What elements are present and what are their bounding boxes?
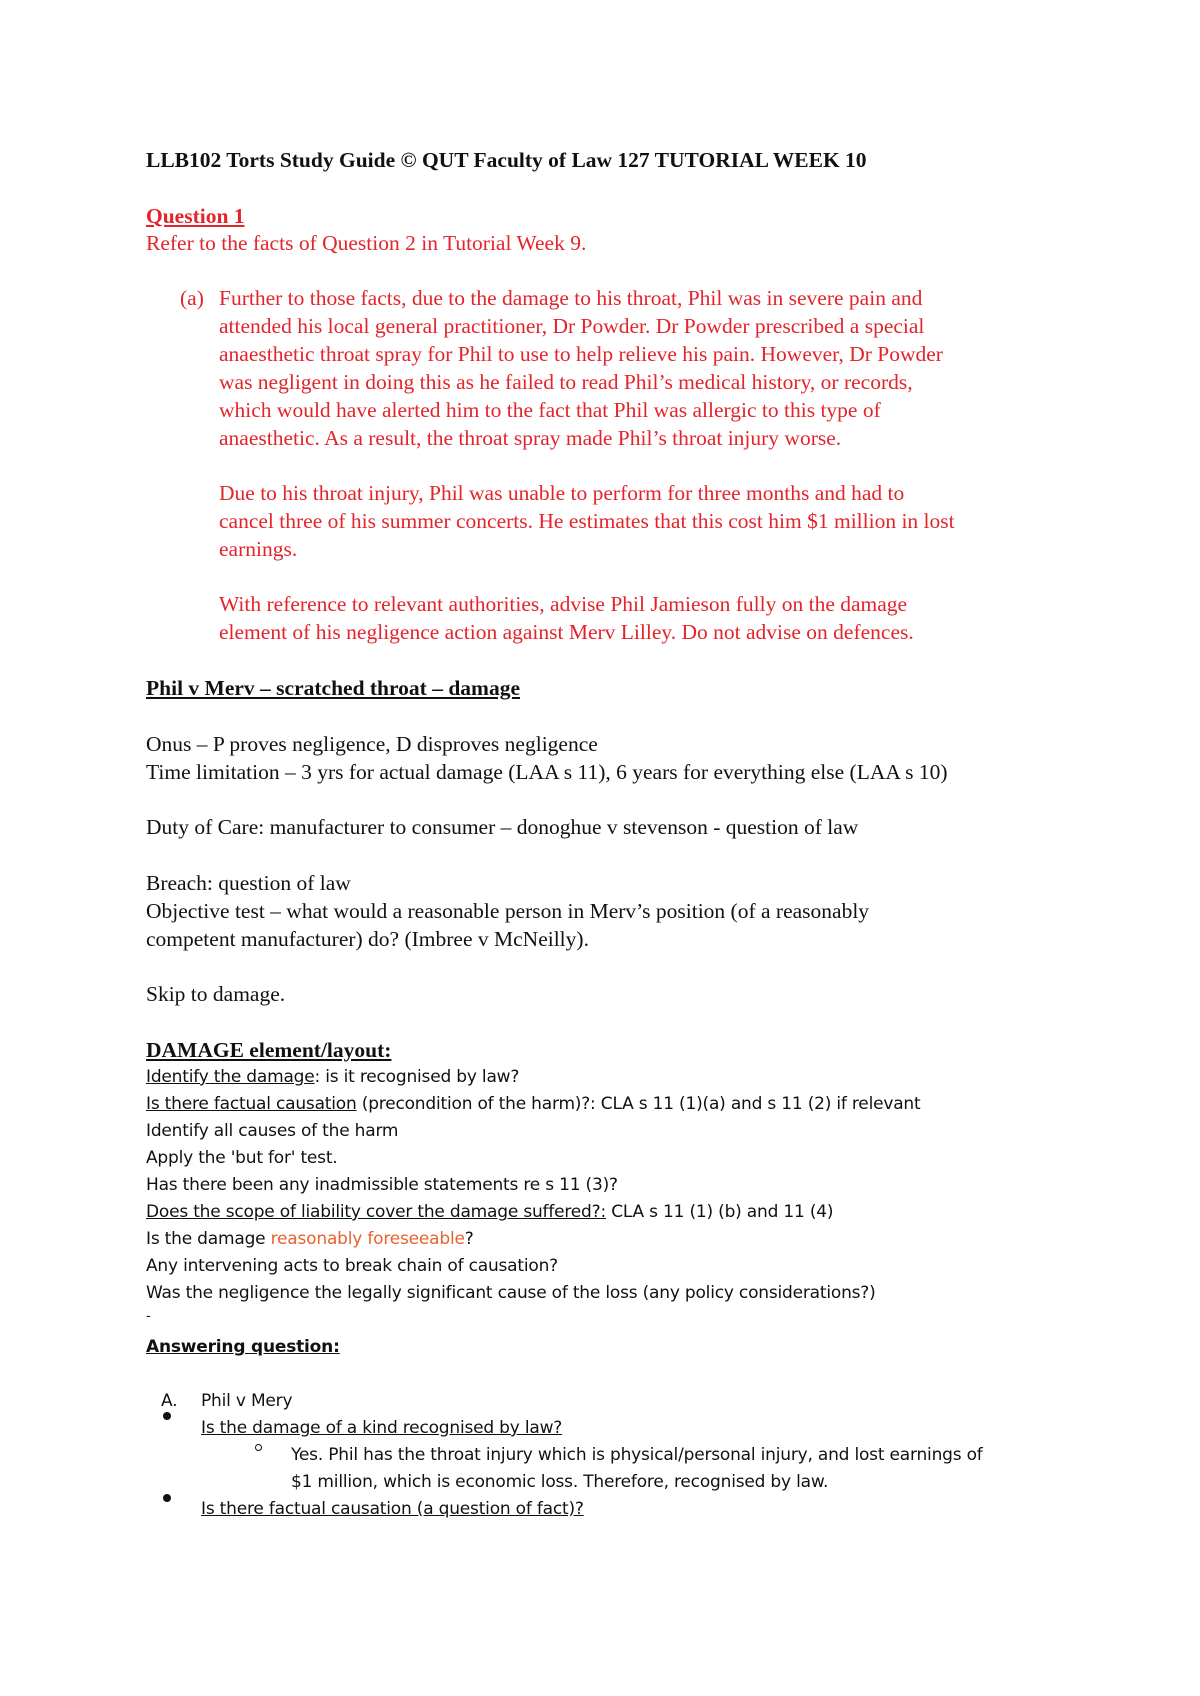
damage-step-text: (precondition of the harm)?: CLA s 11 (1)(a) and s 11 (2) if relevant (356, 1094, 921, 1114)
damage-step-text: : is it recognised by law? (314, 1067, 520, 1087)
damage-step-text: Is the damage (146, 1229, 271, 1249)
para-line: anaesthetic throat spray for Phil to use to help relieve his pain. However, Dr Powder (219, 342, 943, 366)
damage-step-factual-causation (146, 1091, 920, 1118)
bullet-icon (163, 1412, 171, 1420)
damage-step-scope (146, 1199, 833, 1226)
foreseeable-highlight: reasonably foreseeable (270, 1229, 465, 1249)
objective-test-line-2: competent manufacturer) do? (Imbree v McNeilly). (146, 927, 589, 951)
damage-step-text: CLA s 11 (1) (b) and 11 (4) (606, 1202, 834, 1222)
damage-step-inadmissible: Has there been any inadmissible statements re s 11 (3)? (146, 1175, 618, 1195)
answer-sub-1-line-2: $1 million, which is economic loss. Therefore, recognised by law. (291, 1472, 829, 1492)
damage-step-identify (146, 1064, 519, 1091)
answer-bullet-2: Is there factual causation (a question of fact)? (201, 1499, 584, 1519)
damage-heading: DAMAGE element/layout: (146, 1038, 392, 1062)
para-line: earnings. (219, 537, 298, 561)
damage-step-label: Identify the damage (146, 1067, 315, 1087)
part-label: (a) (180, 286, 204, 310)
bullet-icon (163, 1494, 171, 1502)
skip-text: Skip to damage. (146, 982, 286, 1006)
damage-step-intervening: Any intervening acts to break chain of causation? (146, 1256, 558, 1276)
para-line: cancel three of his summer concerts. He estimates that this cost him $1 million in lost (219, 509, 955, 533)
para-line: which would have alerted him to the fact that Phil was allergic to this type of (219, 398, 881, 422)
para-line: Further to those facts, due to the damage to his throat, Phil was in severe pain and (219, 286, 923, 310)
damage-step-foreseeable (146, 1226, 474, 1253)
damage-step-causes: Identify all causes of the harm (146, 1121, 399, 1141)
answer-heading: Answering question: (146, 1337, 340, 1357)
para-line: element of his negligence action against Merv Lilley. Do not advise on defences. (219, 620, 914, 644)
para-line: With reference to relevant authorities, advise Phil Jamieson fully on the damage (219, 592, 908, 616)
question-heading: Question 1 (146, 204, 245, 228)
answer-bullet-1: Is the damage of a kind recognised by law? (201, 1418, 563, 1438)
breach-text: Breach: question of law (146, 871, 351, 895)
para-line: Due to his throat injury, Phil was unable to perform for three months and had to (219, 481, 905, 505)
objective-test-line-1: Objective test – what would a reasonable person in Merv’s position (of a reasonably (146, 899, 870, 923)
damage-step-label: Is there factual causation (146, 1094, 357, 1114)
damage-step-text: ? (464, 1229, 474, 1249)
question-intro: Refer to the facts of Question 2 in Tutorial Week 9. (146, 231, 587, 255)
answer-sub-1-line-1: Yes. Phil has the throat injury which is physical/personal injury, and lost earnings of (291, 1445, 983, 1465)
damage-step-legal-cause: Was the negligence the legally significant cause of the loss (any policy considerations?) (146, 1283, 876, 1303)
dash-mark: - (146, 1309, 151, 1324)
onus-text: Onus – P proves negligence, D disproves negligence (146, 732, 598, 756)
damage-step-label: Does the scope of liability cover the damage suffered?: (146, 1202, 606, 1222)
document-header: LLB102 Torts Study Guide © QUT Faculty of Law 127 TUTORIAL WEEK 10 (146, 148, 867, 172)
answer-a-label: A. (161, 1391, 178, 1411)
para-line: attended his local general practitioner, Dr Powder. Dr Powder prescribed a special (219, 314, 925, 338)
answer-a-text: Phil v Mery (201, 1391, 293, 1411)
duty-of-care-text: Duty of Care: manufacturer to consumer – donoghue v stevenson - question of law (146, 815, 859, 839)
time-limitation-text: Time limitation – 3 yrs for actual damage (LAA s 11), 6 years for everything else (LAA s 10) (146, 760, 948, 784)
notes-heading: Phil v Merv – scratched throat – damage (146, 676, 520, 700)
para-line: was negligent in doing this as he failed to read Phil’s medical history, or records, (219, 370, 913, 394)
circle-bullet-icon (255, 1444, 262, 1451)
damage-step-but-for: Apply the 'but for' test. (146, 1148, 338, 1168)
para-line: anaesthetic. As a result, the throat spray made Phil’s throat injury worse. (219, 426, 842, 450)
